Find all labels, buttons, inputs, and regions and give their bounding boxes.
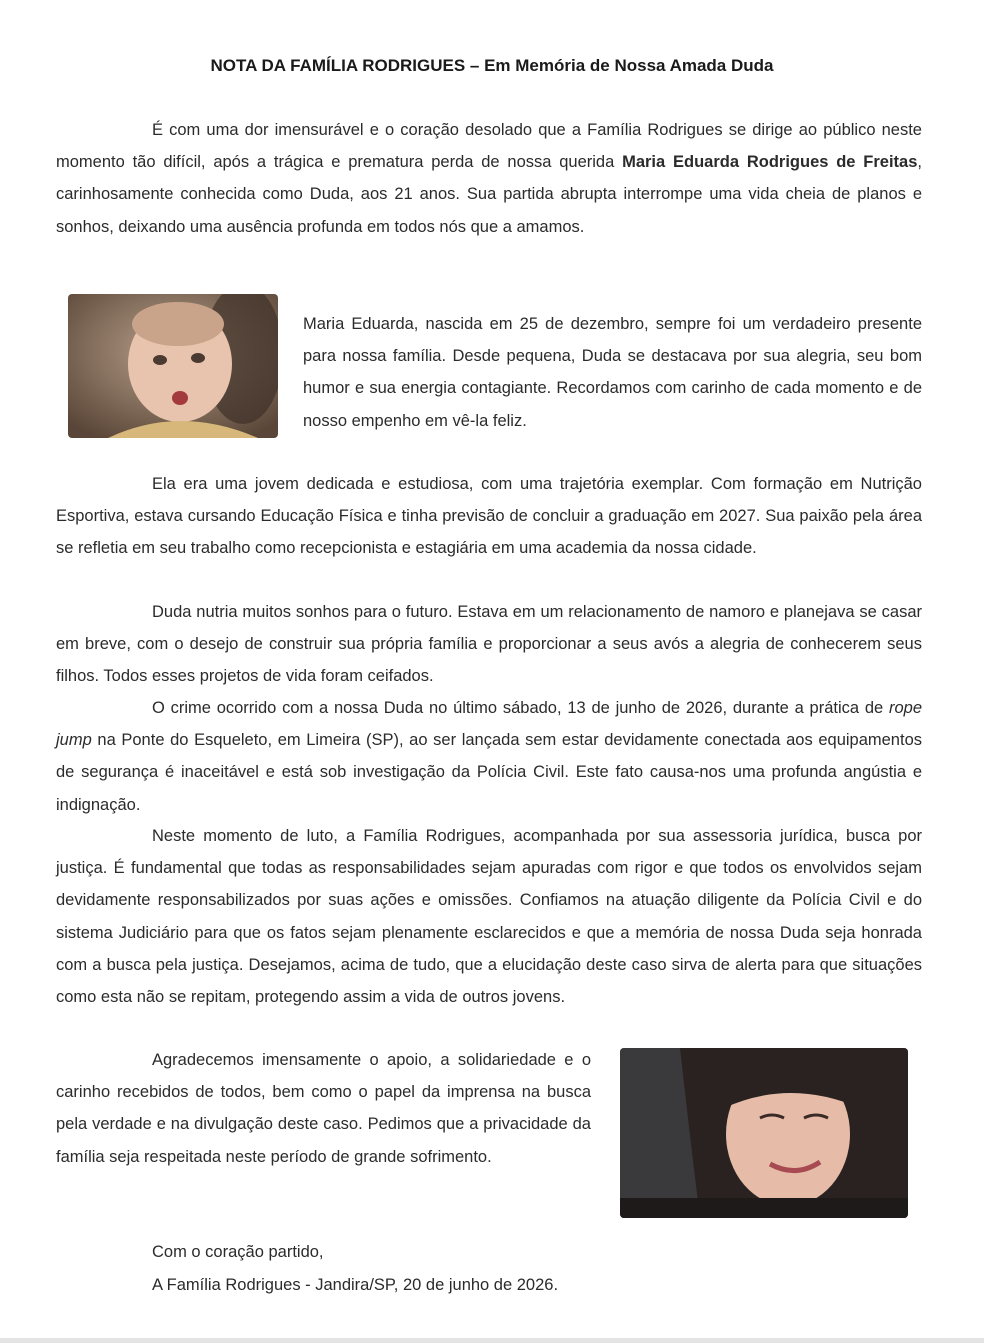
- signoff-signature: A Família Rodrigues - Jandira/SP, 20 de junho de 2026.: [152, 1276, 559, 1294]
- intro-text-end: , carinhosamente conhecida como Duda, aos 21 anos. Sua partida abrupta interrompe uma vida cheia de planos e sonhos, deixando uma ausência profunda em todos nós que a amamos.: [56, 153, 922, 236]
- intro-text-start: É com uma dor imensurável e o coração desolado que a Família Rodrigues se dirige ao público neste momento tão difícil, após a trágica e prematura perda de nossa querida: [56, 121, 922, 172]
- paragraph-justice: Neste momento de luto, a Família Rodrigues, acompanhada por sua assessoria jurídica, busca por justiça. É fundamental que todas as responsabilidades sejam apuradas com rigor e que todos os envolvidos sejam devidamente responsabilizados por suas ações e omissões. Confiamos na atuação diligente da Polícia Civil e do sistema Judiciário para que os fatos sejam plenamente esclarecidos e que a memória de nossa Duda seja honrada com a busca pela justiça. Desejamos, acima de tudo, que a elucidação deste caso sirva de alerta para que situações como esta não se repitam, protegendo assim a vida de outros jovens.: [56, 827, 922, 1007]
- paragraph-crime: [56, 692, 922, 821]
- paragraph-thanks: Agradecemos imensamente o apoio, a solidariedade e o carinho recebidos de todos, bem como o papel da imprensa na busca pela verdade e na divulgação deste caso. Pedimos que a privacidade da família seja respeitada neste período de grande sofrimento.: [56, 1051, 591, 1166]
- activity-term: rope jump: [56, 699, 922, 750]
- paragraph-intro: [56, 114, 922, 243]
- crime-text-end: na Ponte do Esqueleto, em Limeira (SP), ao ser lançada sem estar devidamente conectada aos equipamentos de segurança é inaceitável e está sob investigação da Polícia Civil. Este fato causa-nos uma profunda angústia e indignação.: [56, 731, 922, 814]
- paragraph-birth: Maria Eduarda, nascida em 25 de dezembro, sempre foi um verdadeiro presente para nossa família. Desde pequena, Duda se destacava por sua alegria, seu bom humor e sua energia contagiante. Recordamos com carinho de cada momento e de nosso empenho em vê-la feliz.: [303, 315, 922, 430]
- paragraph-studies: Ela era uma jovem dedicada e estudiosa, com uma trajetória exemplar. Com formação em Nutrição Esportiva, estava cursando Educação Física e tinha previsão de concluir a graduação em 2027. Sua paixão pela área se refletia em seu trabalho como recepcionista e estagiária em uma academia da nossa cidade.: [56, 475, 922, 558]
- paragraph-dreams: Duda nutria muitos sonhos para o futuro. Estava em um relacionamento de namoro e planejava se casar em breve, com o desejo de construir sua própria família e proporcionar a seus avós a alegria de conhecerem seus filhos. Todos esses projetos de vida foram ceifados.: [56, 603, 922, 686]
- signoff-greeting: Com o coração partido,: [152, 1243, 324, 1261]
- full-name: Maria Eduarda Rodrigues de Freitas: [622, 153, 918, 172]
- portrait-photo: [620, 1048, 908, 1218]
- document-title: NOTA DA FAMÍLIA RODRIGUES – Em Memória de Nossa Amada Duda: [210, 56, 774, 75]
- crime-text-start: O crime ocorrido com a nossa Duda no último sábado, 13 de junho de 2026, durante a prática de: [152, 699, 889, 717]
- page-bottom-edge: [0, 1338, 984, 1343]
- baby-photo: [68, 294, 278, 438]
